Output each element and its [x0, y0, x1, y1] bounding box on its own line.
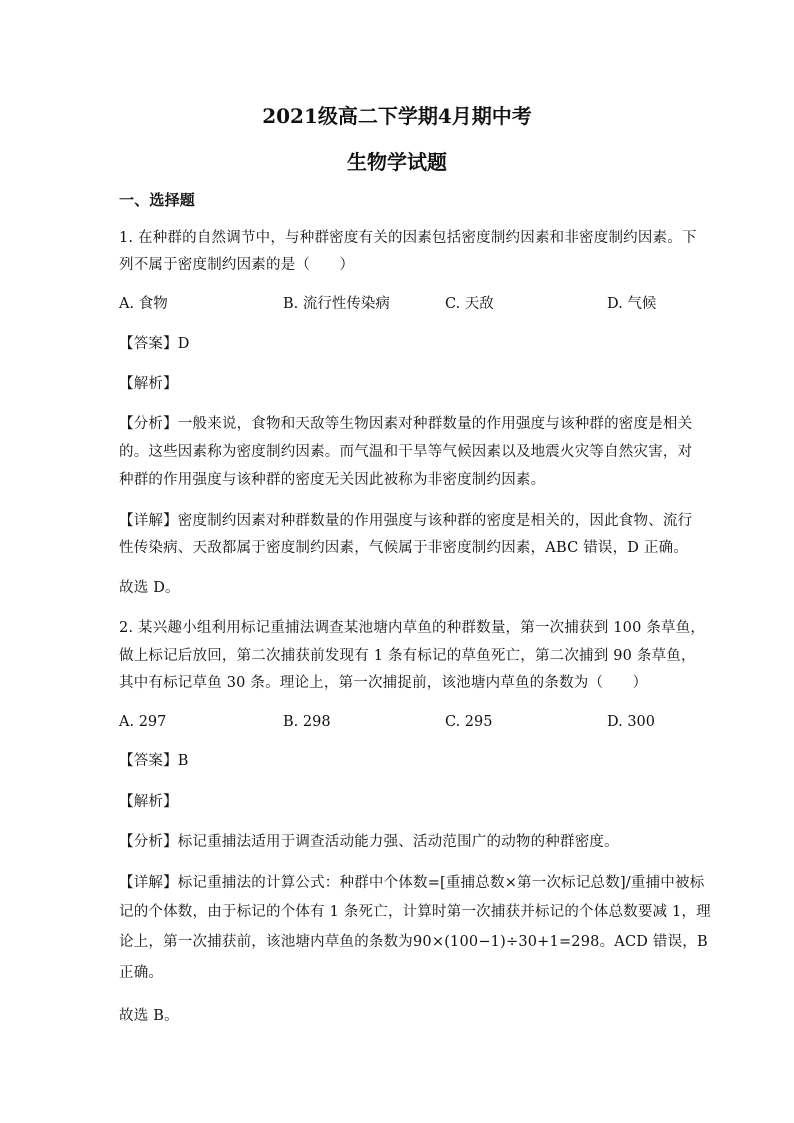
q2-conclusion: 故选 B。	[119, 1008, 179, 1024]
q2-formula: 90×(100−1)÷30+1=298	[413, 934, 600, 950]
q1-option-b: B. 流行性传染病	[283, 296, 390, 312]
q1-xiangjie-line2: 性传染病、天敌都属于密度制约因素，气候属于非密度制约因素，ABC 错误，D 正确。	[119, 540, 689, 556]
q2-option-a: A. 297	[119, 714, 167, 730]
document-title: 2021级高二下学期4月期中考	[262, 104, 532, 128]
q2-option-c: C. 295	[445, 714, 493, 730]
q2-option-b: B. 298	[283, 714, 331, 730]
q1-option-a: A. 食物	[119, 296, 168, 312]
q1-conclusion: 故选 D。	[119, 580, 180, 596]
q1-fenxi-line2: 的。这些因素称为密度制约因素。而气温和干旱等气候因素以及地震火灾等自然灾害，对	[119, 444, 693, 460]
q1-stem-line1: 1. 在种群的自然调节中，与种群密度有关的因素包括密度制约因素和非密度制约因素。下	[119, 230, 697, 246]
q2-xiangjie-line3	[119, 932, 708, 952]
q1-stem-line2: 列不属于密度制约因素的是（ ）	[119, 257, 355, 273]
q2-analysis-heading: 【解析】	[119, 794, 178, 810]
q2-fenxi-line1: 【分析】标记重捕法适用于调查活动能力强、活动范围广的动物的种群密度。	[119, 834, 619, 850]
q1-option-d: D. 气候	[607, 296, 657, 312]
q1-analysis-heading: 【解析】	[119, 376, 178, 392]
q2-xiangjie-line4: 正确。	[119, 965, 164, 981]
q1-option-c: C. 天敌	[445, 296, 494, 312]
document-subtitle: 生物学试题	[347, 150, 447, 174]
q1-answer: 【答案】D	[119, 336, 190, 352]
q1-fenxi-line1: 【分析】一般来说，食物和天敌等生物因素对种群数量的作用强度与该种群的密度是相关	[119, 416, 693, 432]
q2-stem-line3: 其中有标记草鱼 30 条。理论上，第一次捕捉前，该池塘内草鱼的条数为（ ）	[119, 675, 648, 691]
q1-xiangjie-line1: 【详解】密度制约因素对种群数量的作用强度与该种群的密度是相关的，因此食物、流行	[119, 513, 693, 529]
q2-xiangjie-line3-text: 论上，第一次捕获前，该池塘内草鱼的条数为	[119, 934, 413, 950]
q2-stem-line1: 2. 某兴趣小组利用标记重捕法调查某池塘内草鱼的种群数量，第一次捕获到 100 条草鱼，	[119, 620, 706, 636]
q2-xiangjie-line3-tail: 。ACD 错误，B	[599, 934, 708, 950]
q1-fenxi-line3: 种群的作用强度与该种群的密度无关因此被称为非密度制约因素。	[119, 472, 546, 488]
q2-option-d: D. 300	[607, 714, 656, 730]
q2-answer: 【答案】B	[119, 753, 189, 769]
q2-xiangjie-line2: 记的个体数，由于标记的个体有 1 条死亡，计算时第一次捕获并标记的个体总数要减 1，理	[119, 904, 711, 920]
q2-xiangjie-line1: 【详解】标记重捕法的计算公式：种群中个体数=[重捕总数×第一次标记总数]/重捕中被标	[119, 875, 705, 891]
q2-stem-line2: 做上标记后放回，第二次捕获前发现有 1 条有标记的草鱼死亡，第二次捕到 90 条草鱼，	[119, 648, 696, 664]
section-heading: 一、选择题	[119, 191, 196, 209]
